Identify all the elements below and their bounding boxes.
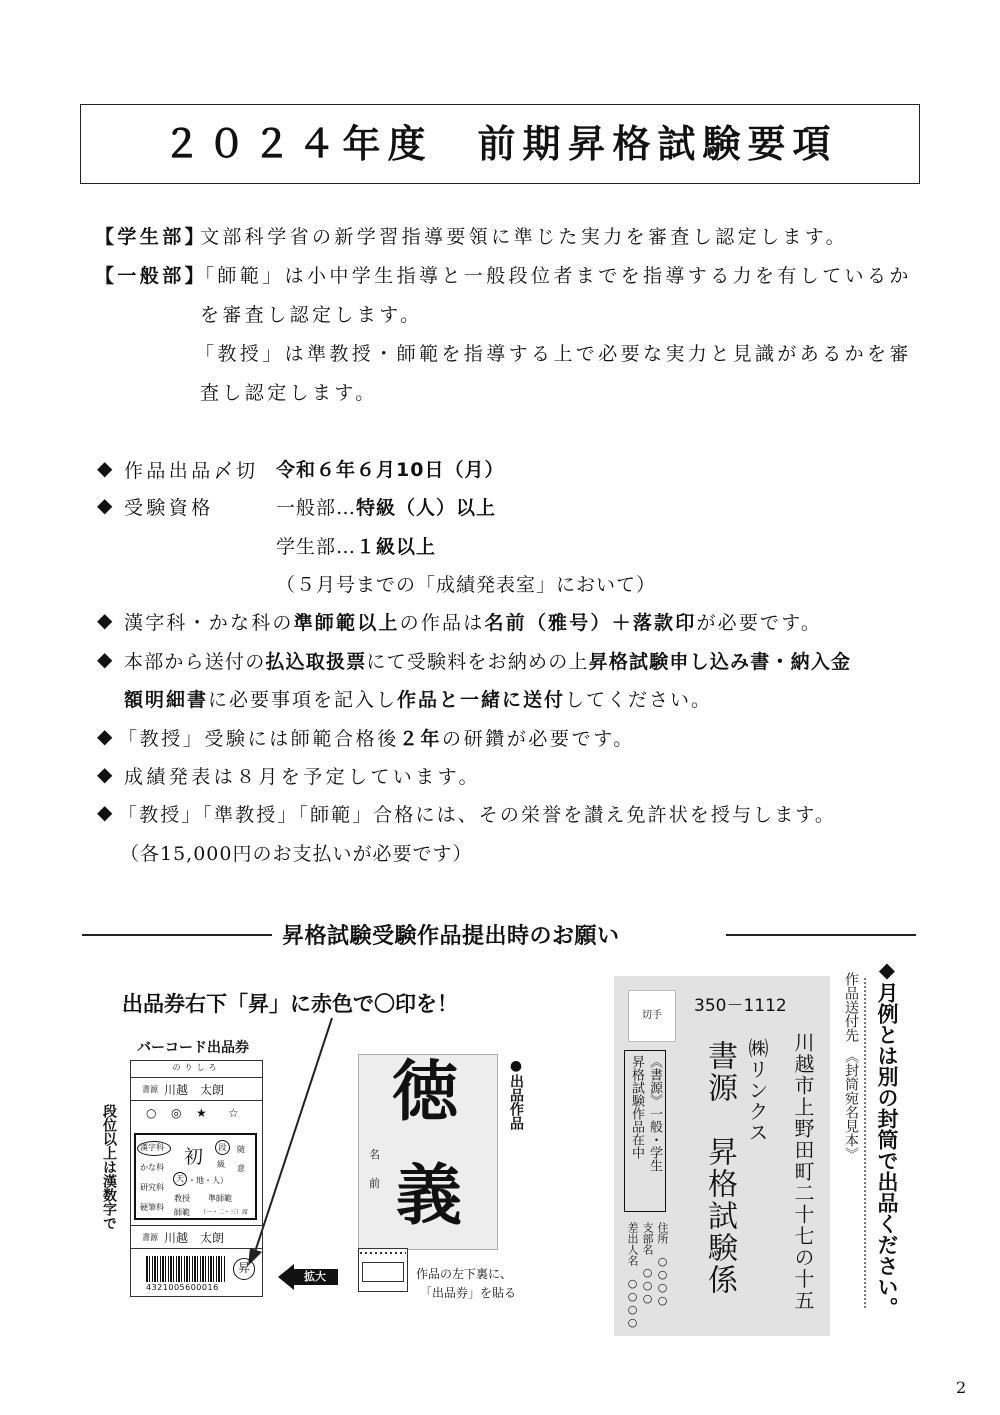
page-title: ２０２４年度 前期昇格試験要項 <box>162 122 838 166</box>
artwork-note-2: 「出品券」を貼る <box>420 1286 517 1300</box>
general-text-3: 「教授」は準教授・師範を指導する上で必要な実力と見識があるかを審 <box>195 343 912 365</box>
professor-text: の研鑽が必要です。 <box>442 728 635 750</box>
rank-seat: （一・二・三）席 <box>200 1209 249 1216</box>
qualification-note: （５月号までの「成績発表室」において） <box>276 574 657 596</box>
wavy-rule <box>864 978 866 1308</box>
qual-general-prefix: 一般部… <box>276 497 357 519</box>
artwork-name-b: 前 <box>369 1177 380 1190</box>
sho-circle-mark: 昇 <box>233 1258 255 1280</box>
bullet-diamond: ◆ <box>97 456 113 480</box>
ticket-name-tag: 書源 <box>142 1085 158 1094</box>
subject-pen: 硬筆科 <box>140 1203 164 1212</box>
bullet-diamond: ◆ <box>97 800 113 824</box>
subject-kana: かな科 <box>140 1163 164 1172</box>
separate-envelope-note: ◆月例とは別の封筒で出品ください。 <box>875 958 899 1318</box>
student-text: 文部科学省の新学習指導要領に準じた実力を審査し認定します。 <box>200 226 849 248</box>
rank-associate: 準師範 <box>208 1194 232 1203</box>
result-text: 成績発表は８月を予定しています。 <box>124 766 481 788</box>
ticket-instruction: 出品券右下「昇」に赤色で〇印を！ <box>122 992 458 1016</box>
license-fee: （各15,000円のお支払いが必要です） <box>120 843 473 865</box>
ticket-name: 川越 太朗 <box>164 1231 225 1245</box>
payment-bold: 額明細書 <box>124 689 209 711</box>
rank-master: 師範 <box>174 1208 190 1217</box>
heading-rule-left <box>82 934 272 936</box>
bullet-diamond: ◆ <box>97 608 113 632</box>
ticket-label: バーコード出品券 <box>137 1040 249 1056</box>
barcode <box>146 1256 226 1282</box>
grade-kyu: 級 <box>217 1160 225 1169</box>
qual-general-value: 特級（人）以上 <box>356 497 497 519</box>
contents-box: 《書源》一般・学生 昇格試験作品在中 <box>624 1050 666 1212</box>
name-req-text: 漢字科・かな科の <box>124 612 294 634</box>
artwork-name-a: 名 <box>369 1148 380 1161</box>
general-text-4: 査し認定します。 <box>200 382 378 404</box>
payment-text: にて受験料をお納めの上 <box>366 651 589 673</box>
bullet-diamond: ◆ <box>97 724 113 748</box>
name-req-text: の作品は <box>399 612 485 634</box>
free-b: 意 <box>237 1164 245 1173</box>
license-text: 「教授」「準教授」「師範」合格には、その栄誉を讃え免許状を授与します。 <box>118 804 836 826</box>
symbol-star-outline: ☆ <box>228 1106 239 1120</box>
ticket-name: 川越 太朗 <box>164 1083 225 1097</box>
symbol-star-filled: ★ <box>196 1106 207 1120</box>
ticket-divider <box>130 1225 263 1226</box>
name-req-text: が必要です。 <box>696 612 823 634</box>
section-heading: 昇格試験受験作品提出時のお願い <box>282 924 620 949</box>
ticket-divider <box>130 1077 263 1078</box>
stamp-box: 切手 <box>628 990 676 1042</box>
professor-bold: ２年 <box>398 728 443 750</box>
general-text-2: を審査し認定します。 <box>200 304 423 326</box>
name-req-bold: 名前（雅号）＋落款印 <box>484 612 697 634</box>
name-req-bold: 準師範以上 <box>293 612 400 634</box>
envelope-caption: 作品送付先 《封筒宛名見本》 <box>843 972 859 1161</box>
heading-rule-right <box>726 934 916 936</box>
enlarge-label: 拡大 <box>304 1270 326 1283</box>
payment-text: に必要事項を記入し <box>208 689 398 711</box>
qual-student-prefix: 学生部… <box>276 536 357 558</box>
mini-ticket-detail <box>360 1252 406 1254</box>
grade-main: 初 <box>184 1146 204 1168</box>
rank-professor: 教授 <box>174 1194 190 1203</box>
deadline-label: 作品出品〆切 <box>124 460 259 482</box>
artwork-label: ●出品作品 <box>508 1058 524 1130</box>
deadline-value: 令和６年６月10日（月） <box>276 459 505 481</box>
postal-code: 350－1112 <box>694 996 787 1016</box>
grade-dan: 段 <box>215 1140 230 1155</box>
numeral-note: 段位以上は漢数字で <box>101 1104 117 1230</box>
payment-bold: 払込取扱票 <box>265 651 367 673</box>
qualification-label: 受験資格 <box>124 497 214 519</box>
artwork-note-1: 作品の左下裏に、 <box>416 1267 513 1281</box>
student-tag: 【学生部】 <box>95 226 208 248</box>
mini-ticket-detail <box>362 1262 404 1282</box>
barcode-number: 4321005600016 <box>146 1283 219 1292</box>
professor-text: 「教授」受験には師範合格後 <box>118 728 399 750</box>
sender-address: 住所 ○○○○ <box>656 1222 669 1307</box>
symbol-circle: ○ <box>146 1106 157 1120</box>
ticket-divider <box>130 1100 263 1101</box>
general-tag: 【一般部】 <box>95 265 208 287</box>
glue-margin: のりしろ <box>172 1063 221 1072</box>
payment-bold: 作品と一緒に送付 <box>397 689 566 711</box>
subject-kanji: 漢字科 <box>140 1143 164 1152</box>
sender-name: 差出人名 ○○○○ <box>626 1222 639 1329</box>
ticket-divider <box>130 1248 263 1249</box>
free-a: 随 <box>237 1145 245 1154</box>
recipient-company: ㈱リンクス <box>745 1038 769 1143</box>
grade-ten-rest: ・地・人） <box>188 1176 228 1185</box>
artwork-char-2: 義 <box>396 1156 462 1234</box>
ticket-name-tag: 書源 <box>142 1233 158 1242</box>
bullet-diamond: ◆ <box>97 762 113 786</box>
payment-text: 本部から送付の <box>124 651 266 673</box>
symbol-double-circle: ◎ <box>171 1106 182 1120</box>
artwork-char-1: 徳 <box>392 1052 458 1130</box>
recipient-address: 川越市上野田町二十七の十五 <box>791 1032 815 1312</box>
sender-branch: 支部名 ○○○ <box>641 1222 654 1305</box>
grade-ten: 天 <box>173 1172 187 1186</box>
bullet-diamond: ◆ <box>97 493 113 517</box>
qual-student-value: １級以上 <box>356 536 437 558</box>
payment-text: してください。 <box>565 689 713 711</box>
general-text-1: 「師範」は小中学生指導と一般段位者までを指導する力を有しているか <box>195 265 912 287</box>
recipient-dept: 書源 昇格試験係 <box>702 1040 737 1296</box>
payment-bold: 昇格試験申し込み書・納入金 <box>588 651 852 673</box>
page-number: 2 <box>956 1378 967 1397</box>
subject-research: 研究科 <box>140 1183 164 1192</box>
bullet-diamond: ◆ <box>97 647 113 671</box>
